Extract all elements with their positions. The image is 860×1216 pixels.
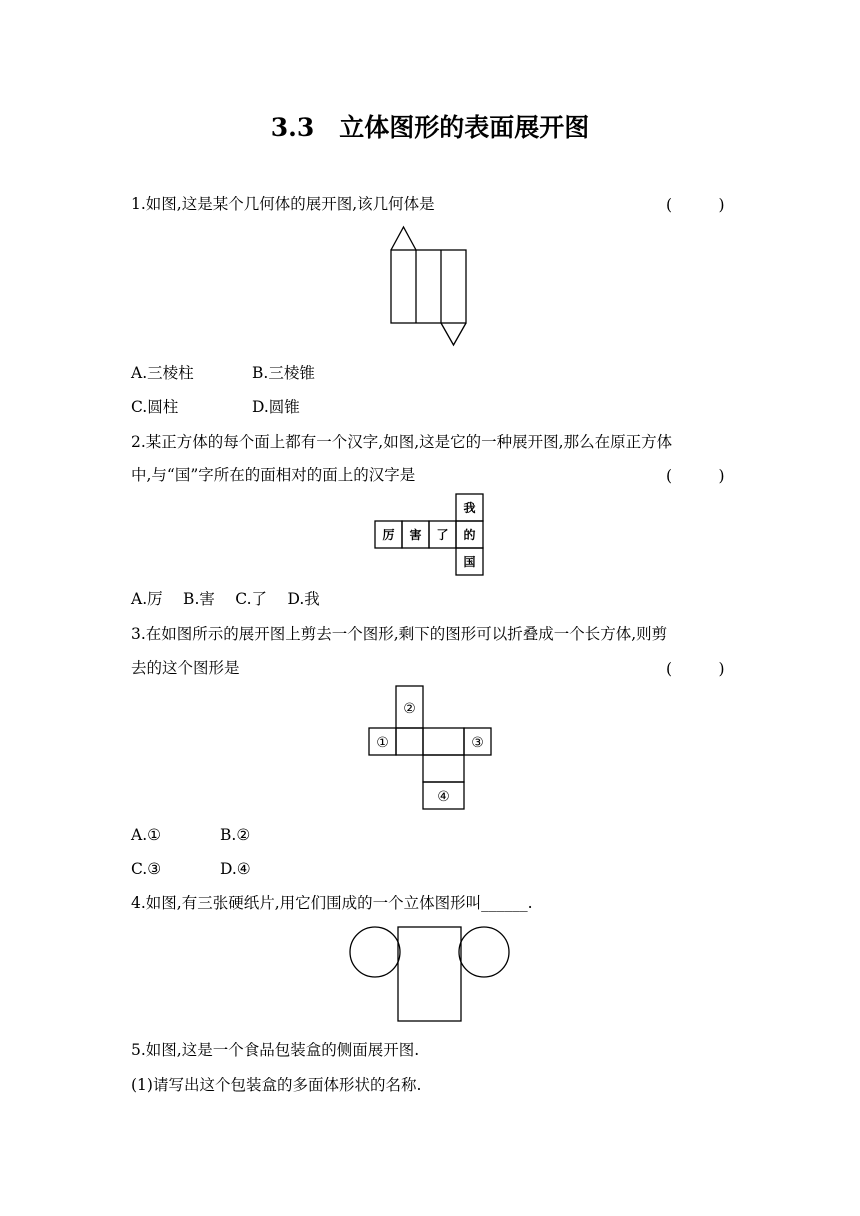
q3-answer-blank: ( ) <box>666 660 725 678</box>
q2-cell-hai: 害 <box>409 528 422 542</box>
q1-option-b[interactable]: B.三棱锥 <box>252 364 315 382</box>
q3-label-1: ① <box>376 735 389 751</box>
q4-rectangle <box>398 927 461 1021</box>
q3-stem-line1: 3.在如图所示的展开图上剪去一个图形,剩下的图形可以折叠成一个长方体,则剪 <box>131 625 668 643</box>
q2-cell-de: 的 <box>463 528 476 542</box>
q3-option-d[interactable]: D.④ <box>220 860 251 878</box>
q2-cell-li: 厉 <box>382 528 395 542</box>
q2-cell-wo: 我 <box>463 501 476 515</box>
q3-label-4: ④ <box>437 789 450 805</box>
q2-options[interactable]: A.厉 B.害 C.了 D.我 <box>131 590 320 608</box>
q1-top-triangle <box>391 227 416 250</box>
q1-option-a[interactable]: A.三棱柱 <box>131 364 194 382</box>
q4-figure <box>346 924 516 1026</box>
q1-option-c[interactable]: C.圆柱 <box>131 398 179 416</box>
q3-label-2: ② <box>403 701 416 717</box>
q5-stem: 5.如图,这是一个食品包装盒的侧面展开图. <box>131 1041 420 1059</box>
q3-cuboid-net <box>366 684 496 812</box>
q2-stem-line2: 中,与“国”字所在的面相对的面上的汉字是 <box>131 466 416 484</box>
q3-option-b[interactable]: B.② <box>220 826 251 844</box>
q4-right-circle <box>459 927 509 977</box>
q5-sub1: (1)请写出这个包装盒的多面体形状的名称. <box>131 1076 422 1094</box>
q4-left-circle <box>350 927 400 977</box>
q3-stem-line2: 去的这个图形是 <box>131 659 240 677</box>
q1-answer-blank: ( ) <box>666 196 725 214</box>
q1-bottom-triangle <box>441 323 466 345</box>
q1-stem: 1.如图,这是某个几何体的展开图,该几何体是 <box>131 195 435 213</box>
q1-figure <box>380 222 480 350</box>
q3-label-3: ③ <box>471 735 484 751</box>
q2-stem-line1: 2.某正方体的每个面上都有一个汉字,如图,这是它的一种展开图,那么在原正方体 <box>131 433 673 451</box>
q3-option-a[interactable]: A.① <box>131 826 162 844</box>
q2-cube-net <box>372 492 492 578</box>
q3-option-c[interactable]: C.③ <box>131 860 162 878</box>
page-title: 3.3 立体图形的表面展开图 <box>270 113 590 142</box>
q4-stem: 4.如图,有三张硬纸片,用它们围成的一个立体图形叫______. <box>131 894 533 912</box>
q2-cell-guo: 国 <box>463 555 476 569</box>
q1-option-d[interactable]: D.圆锥 <box>252 398 300 416</box>
q2-cell-le: 了 <box>436 528 449 542</box>
q2-answer-blank: ( ) <box>666 467 725 485</box>
q1-net-rect <box>391 250 466 323</box>
